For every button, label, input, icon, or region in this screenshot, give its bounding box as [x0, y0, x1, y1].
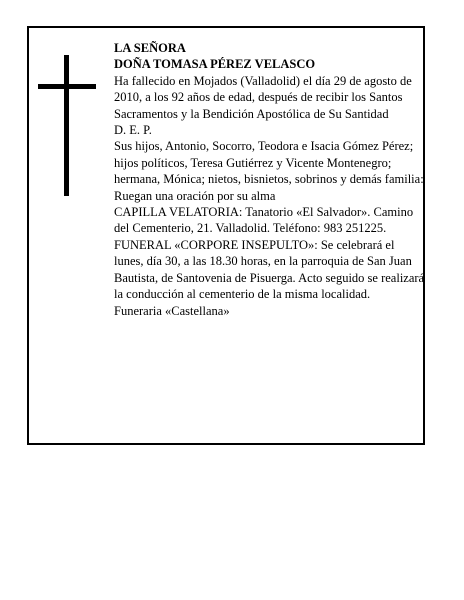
rest-in-peace: D. E. P.	[114, 123, 152, 138]
funeral-home: Funeraria «Castellana»	[114, 303, 230, 318]
prayer-request: Ruegan una oración por su alma	[114, 188, 276, 203]
funeral-details: FUNERAL «CORPORE INSEPULTO»: Se celebrará el lunes, día 30, a las 18.30 horas, en la parroquia de San Juan Bautista, de Santovenia de Pisuerga. Acto seguido se realizará la conducción al cementerio de la misma localidad.	[114, 237, 425, 302]
cross-icon-crossbar	[38, 84, 96, 89]
heading-title: LA SEÑORA	[114, 41, 186, 55]
deceased-name: DOÑA TOMASA PÉREZ VELASCO	[114, 57, 316, 72]
cross-icon	[64, 55, 69, 196]
obituary-text	[114, 40, 426, 319]
death-announcement: Ha fallecido en Mojados (Valladolid) el día 29 de agosto de 2010, a los 92 años de edad, después de recibir los Santos Sacramentos y la Bendición Apostólica de Su Santidad	[114, 73, 412, 121]
chapel-details: CAPILLA VELATORIA: Tanatorio «El Salvador». Camino del Cementerio, 21. Valladolid. Teléfono: 983 251225.	[114, 205, 414, 236]
family-members: Sus hijos, Antonio, Socorro, Teodora e Isacia Gómez Pérez; hijos políticos, Teresa Gutiérrez y Vicente Montenegro; hermana, Mónica; nietos, bisnietos, sobrinos y demás familia:	[114, 139, 424, 187]
